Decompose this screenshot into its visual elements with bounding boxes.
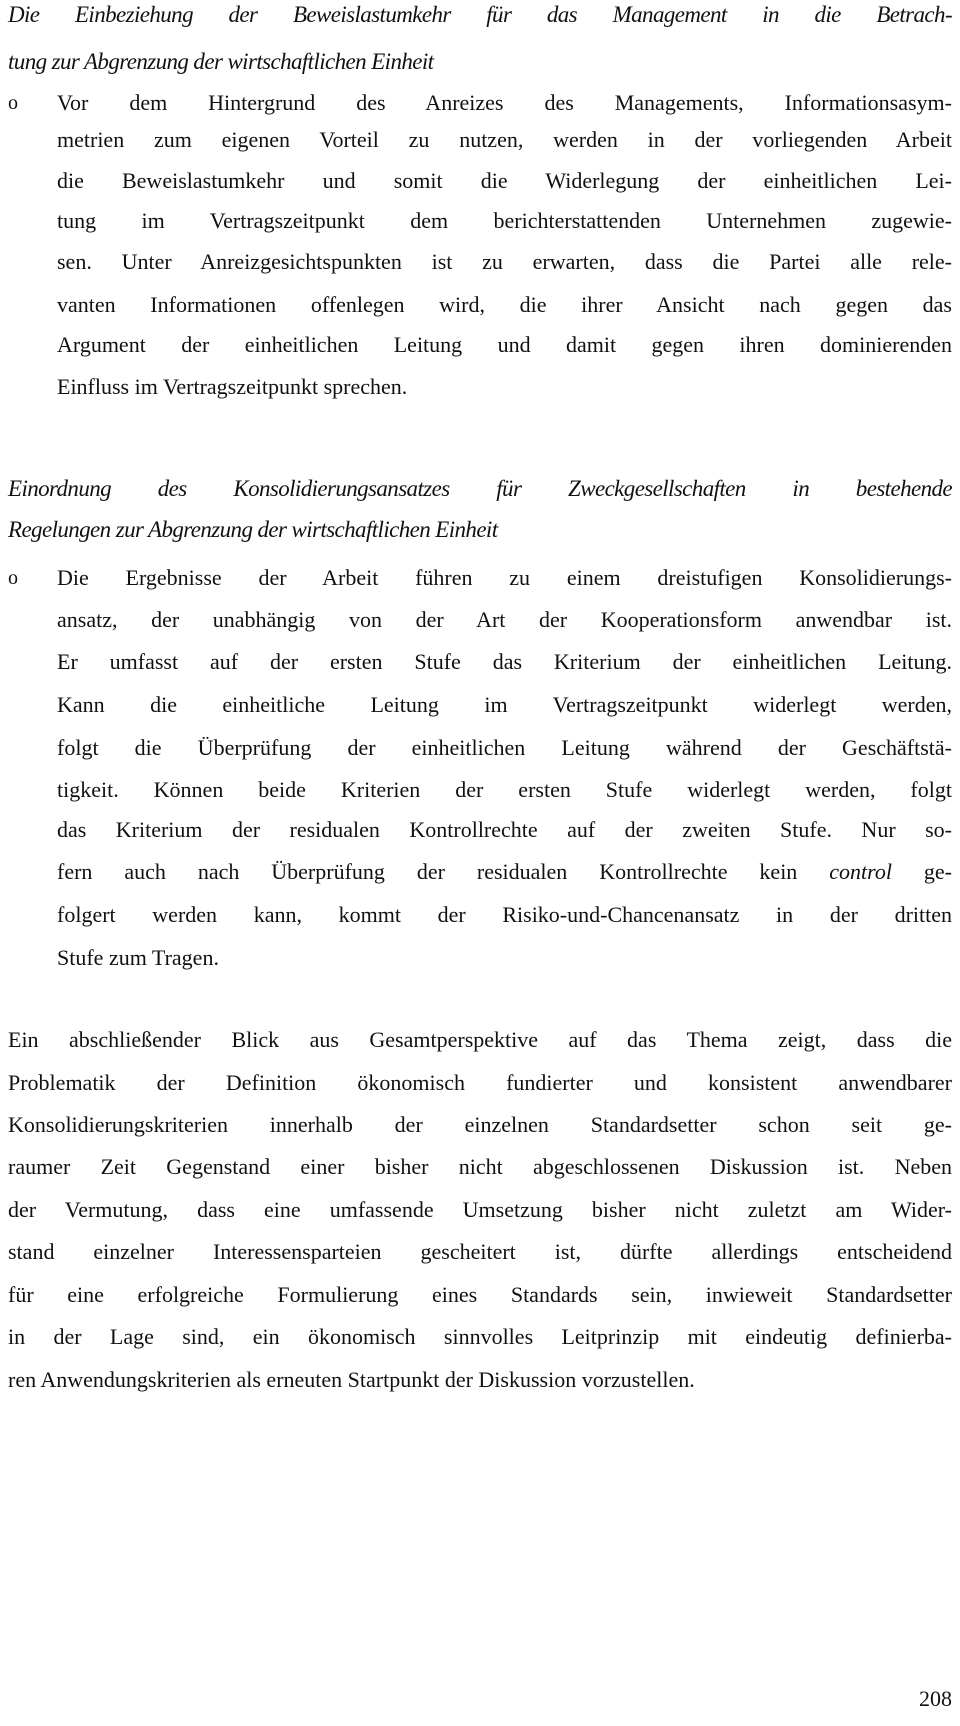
bullet-marker: o <box>8 567 18 589</box>
bullet-line: tigkeit. Können beide Kriterien der ersten Stufe widerlegt werden, folgt <box>57 777 952 802</box>
bullet-line: folgt die Überprüfung der einheitlichen Leitung während der Geschäftstä- <box>57 735 952 760</box>
paragraph-line: Ein abschließender Blick aus Gesamtperspektive auf das Thema zeigt, dass die <box>8 1027 952 1052</box>
paragraph-line: Problematik der Definition ökonomisch fundierter und konsistent anwendbarer <box>8 1070 952 1095</box>
text-segment: ge- <box>891 859 953 884</box>
paragraph-line: in der Lage sind, ein ökonomisch sinnvolles Leitprinzip mit eindeutig definierba- <box>8 1324 952 1349</box>
bullet-line: Einfluss im Vertragszeitpunkt sprechen. <box>57 374 408 399</box>
paragraph-line: für eine erfolgreiche Formulierung eines Standards sein, inwieweit Standardsetter <box>8 1282 952 1307</box>
bullet-line: Die Ergebnisse der Arbeit führen zu einem dreistufigen Konsolidierungs- <box>57 565 952 590</box>
bullet-line: Vor dem Hintergrund des Anreizes des Managements, Informationsasym- <box>57 90 952 115</box>
paragraph-line: der Vermutung, dass eine umfassende Umsetzung bisher nicht zuletzt am Wider- <box>8 1197 952 1222</box>
bullet-line: die Beweislastumkehr und somit die Widerlegung der einheitlichen Lei- <box>57 168 952 193</box>
bullet-line: Argument der einheitlichen Leitung und damit gegen ihren dominierenden <box>57 332 952 357</box>
bullet-line: Er umfasst auf der ersten Stufe das Kriterium der einheitlichen Leitung. <box>57 649 952 674</box>
heading-line: Regelungen zur Abgrenzung der wirtschaftlichen Einheit <box>8 517 498 542</box>
bullet-line: vanten Informationen offenlegen wird, die ihrer Ansicht nach gegen das <box>57 292 952 317</box>
paragraph-line: Konsolidierungskriterien innerhalb der einzelnen Standardsetter schon seit ge- <box>8 1112 952 1137</box>
bullet-line: sen. Unter Anreizgesichtspunkten ist zu erwarten, dass die Partei alle rele- <box>57 249 952 274</box>
bullet-line: Kann die einheitliche Leitung im Vertragszeitpunkt widerlegt werden, <box>57 692 952 717</box>
emphasis-text: control <box>829 859 892 884</box>
bullet-line: tung im Vertragszeitpunkt dem berichterstattenden Unternehmen zugewie- <box>57 208 952 233</box>
page-number: 208 <box>919 1686 952 1711</box>
bullet-line: Stufe zum Tragen. <box>57 945 219 970</box>
bullet-line: ansatz, der unabhängig von der Art der Kooperationsform anwendbar ist. <box>57 607 952 632</box>
bullet-line <box>57 859 952 885</box>
heading-line: tung zur Abgrenzung der wirtschaftlichen Einheit <box>8 49 434 74</box>
paragraph-line: raumer Zeit Gegenstand einer bisher nicht abgeschlossenen Diskussion ist. Neben <box>8 1154 952 1179</box>
bullet-marker: o <box>8 92 18 114</box>
heading-line: Einordnung des Konsolidierungsansatzes für Zweckgesellschaften in bestehende <box>8 476 952 501</box>
paragraph-line: stand einzelner Interessensparteien gescheitert ist, dürfte allerdings entscheidend <box>8 1239 952 1264</box>
bullet-line: folgert werden kann, kommt der Risiko-und-Chancenansatz in der dritten <box>57 902 952 927</box>
bullet-line: das Kriterium der residualen Kontrollrechte auf der zweiten Stufe. Nur so- <box>57 817 952 842</box>
heading-line: Die Einbeziehung der Beweislastumkehr für das Management in die Betrach- <box>8 2 952 27</box>
text-segment: fern auch nach Überprüfung der residualen Kontrollrechte kein <box>57 859 830 884</box>
paragraph-line: ren Anwendungskriterien als erneuten Startpunkt der Diskussion vorzustellen. <box>8 1367 695 1392</box>
bullet-line: metrien zum eigenen Vorteil zu nutzen, werden in der vorliegenden Arbeit <box>57 127 952 152</box>
